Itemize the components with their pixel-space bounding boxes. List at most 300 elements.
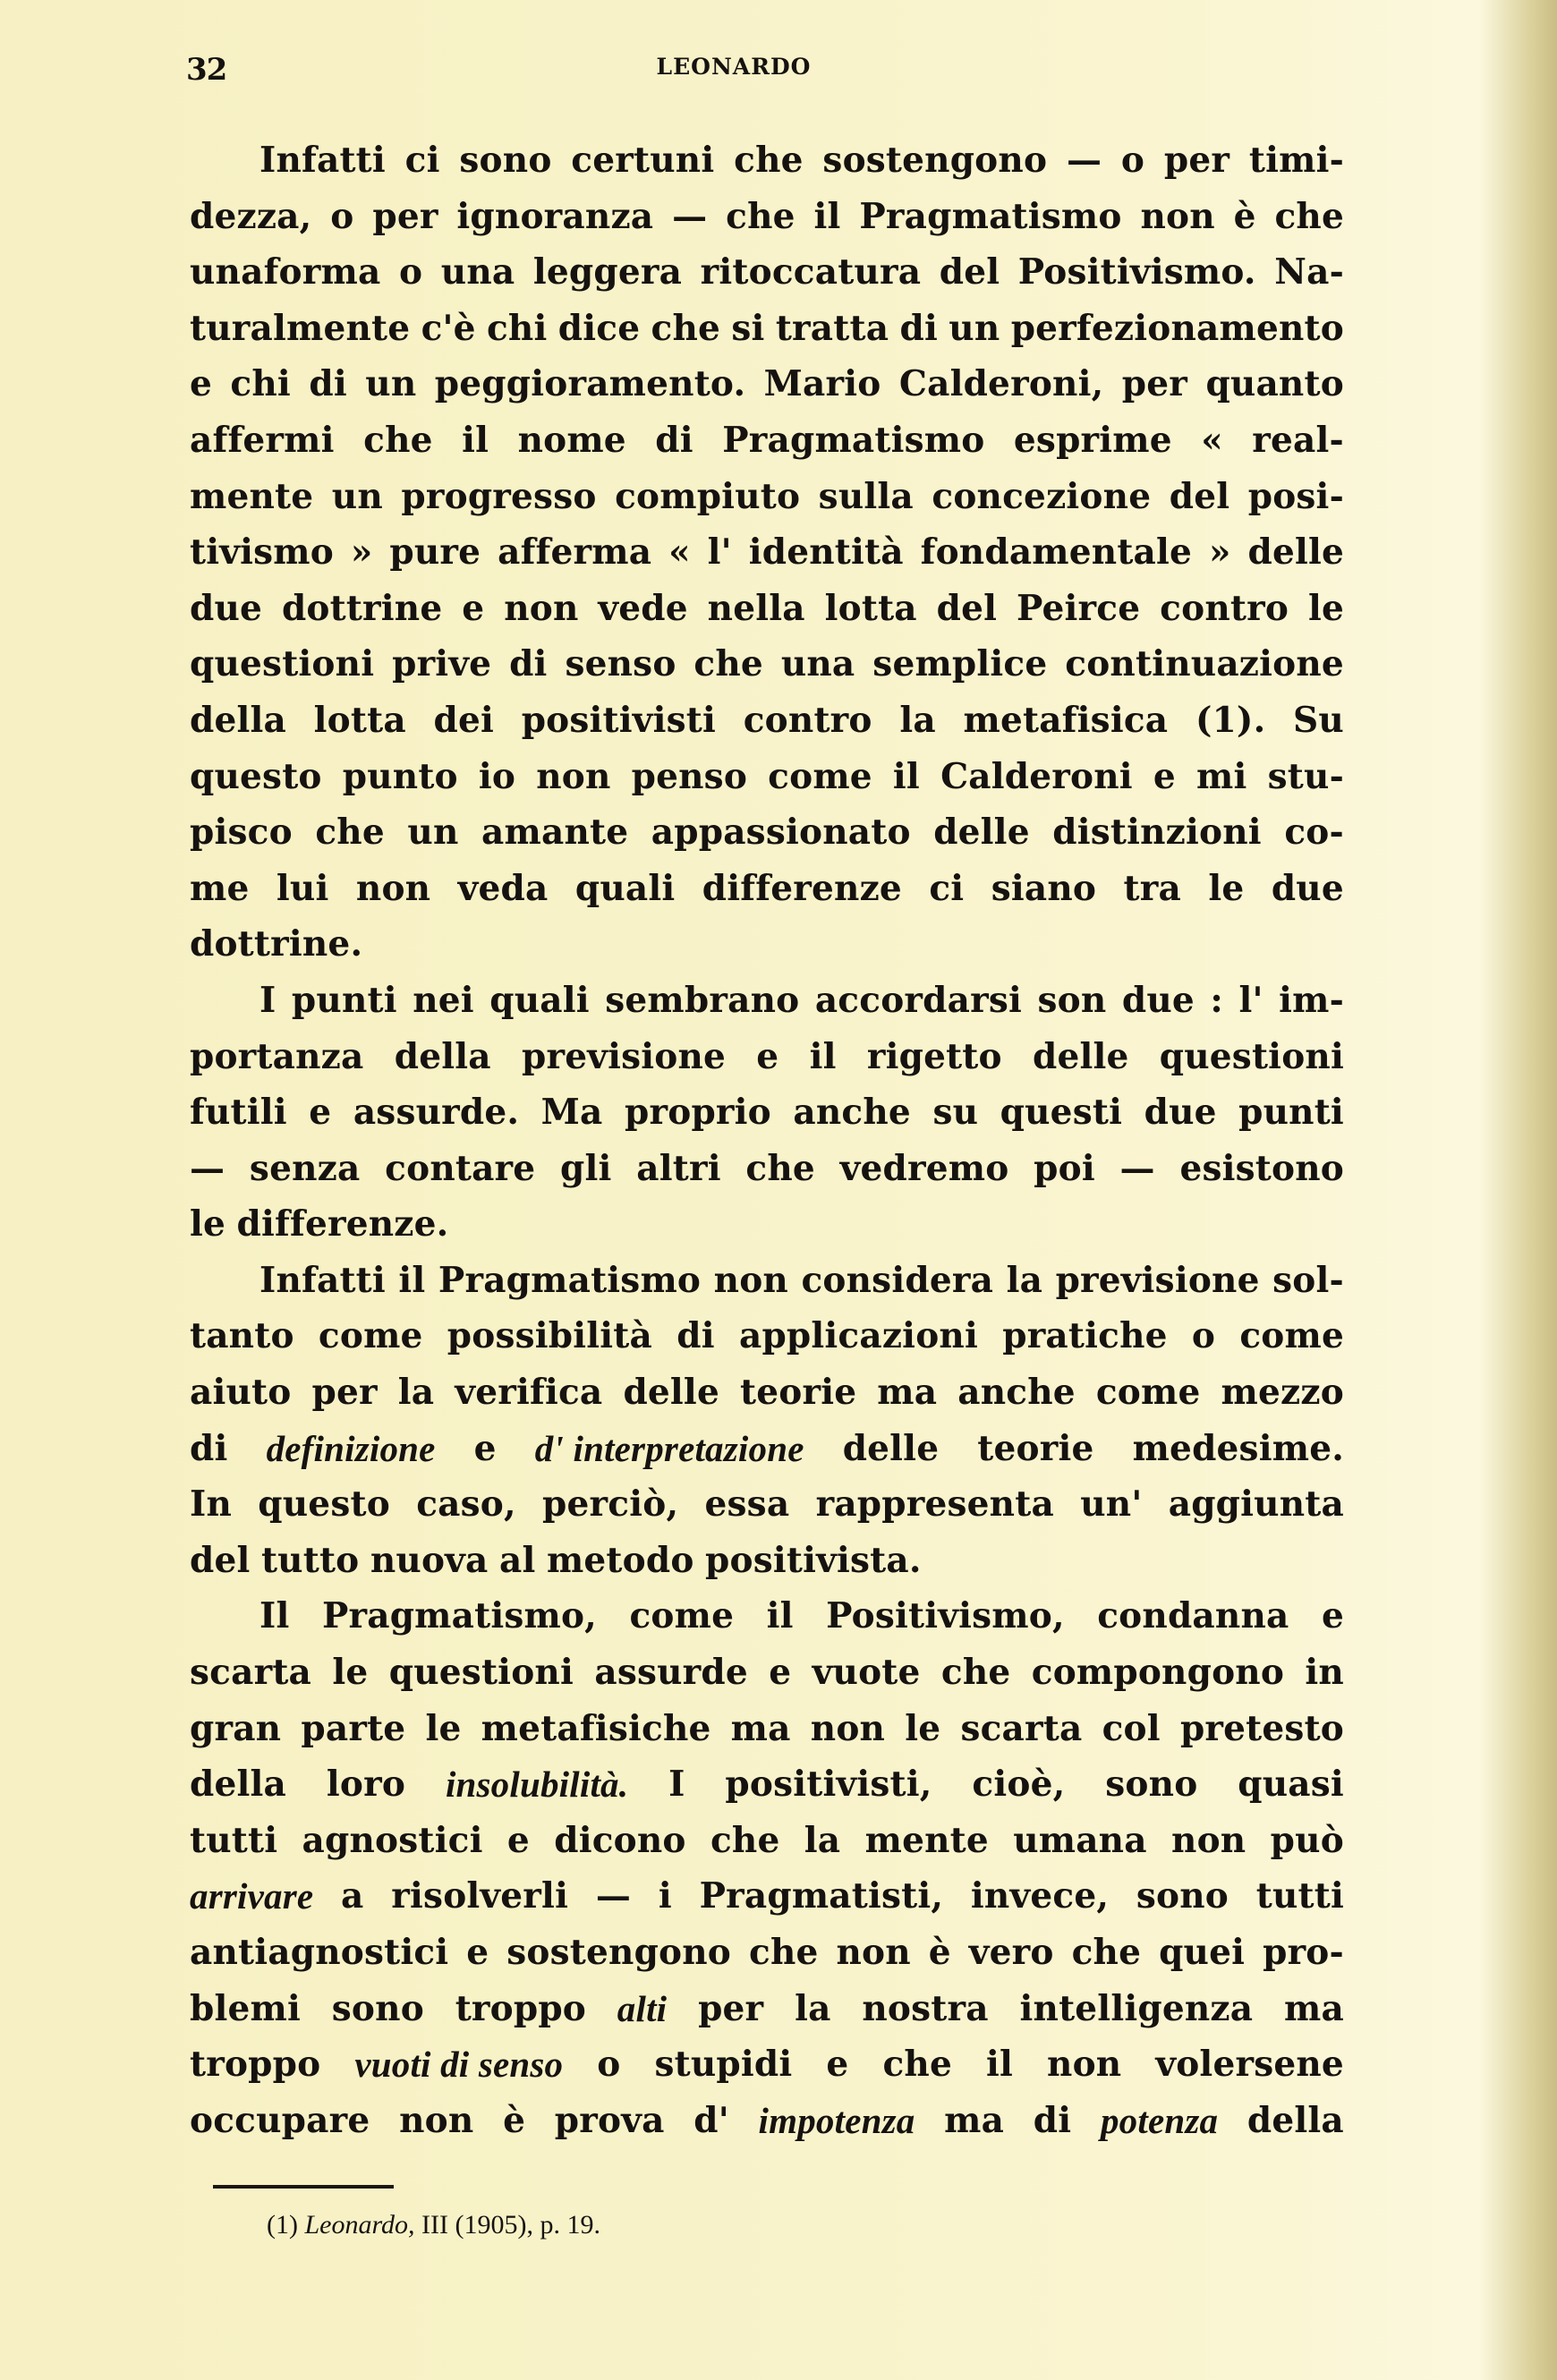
- word: non: [1140, 195, 1215, 237]
- word: dice: [557, 307, 641, 349]
- word: come: [1239, 1315, 1344, 1357]
- word: non: [504, 587, 579, 629]
- word: Mario: [763, 363, 881, 405]
- word: unaforma: [190, 251, 381, 293]
- word: volersene: [1155, 2044, 1344, 2086]
- word: pure: [389, 531, 481, 574]
- word: e: [769, 1652, 792, 1694]
- text-line: [190, 1756, 1344, 1813]
- word: a: [341, 1875, 364, 1917]
- text-line: [190, 1981, 1344, 2037]
- word: scarta: [960, 1707, 1083, 1749]
- word: dottrine: [281, 587, 443, 629]
- word: vedremo: [839, 1147, 1009, 1189]
- word: Peirce: [1017, 587, 1141, 629]
- word: sulla: [818, 475, 914, 517]
- word: e: [506, 1819, 530, 1861]
- word: per: [311, 1372, 378, 1414]
- text-line: [190, 301, 1344, 357]
- word: Calderoni,: [898, 363, 1104, 405]
- word: una: [780, 643, 855, 685]
- word: una: [440, 251, 515, 293]
- word: come: [318, 1315, 423, 1357]
- word: siano: [991, 867, 1097, 909]
- word: questo: [190, 755, 322, 797]
- word: o: [330, 195, 354, 237]
- word: delle: [1032, 1035, 1129, 1077]
- word: —: [190, 1147, 225, 1189]
- word: di: [1033, 2099, 1072, 2141]
- italic-word: d' interpretazione: [534, 1427, 804, 1469]
- word: quali: [489, 979, 590, 1021]
- word: dottrine.: [190, 923, 363, 965]
- word: I: [260, 979, 277, 1021]
- word: appassionato: [651, 812, 911, 854]
- word: aggiunta: [1168, 1483, 1344, 1526]
- word: non: [1047, 2044, 1122, 2086]
- word: e: [190, 363, 213, 405]
- word: pisco: [190, 812, 293, 854]
- word: Na-: [1274, 251, 1344, 293]
- text-line: [190, 749, 1344, 805]
- text-line: [190, 916, 1344, 973]
- word: questioni: [190, 643, 375, 685]
- word: blemi: [190, 1987, 301, 2029]
- word: futili: [190, 1092, 287, 1134]
- word: tutti: [1255, 1875, 1344, 1917]
- word: considera: [801, 1259, 994, 1301]
- word: delle: [1247, 531, 1344, 574]
- word: contro: [743, 699, 872, 741]
- text-line: [190, 693, 1344, 749]
- word: o: [399, 251, 423, 293]
- word: ma: [944, 2099, 1005, 2141]
- word: altri: [636, 1147, 721, 1189]
- word: su: [932, 1092, 979, 1134]
- word: metafisica: [963, 699, 1169, 741]
- word: l': [1238, 979, 1263, 1021]
- word: non: [713, 1259, 788, 1301]
- word: tutti: [190, 1819, 278, 1861]
- text-line: [190, 1141, 1344, 1197]
- word: teorie: [977, 1427, 1094, 1469]
- word: esprime: [1013, 419, 1172, 461]
- word: anche: [957, 1372, 1076, 1414]
- word: e: [462, 587, 485, 629]
- word: im-: [1279, 979, 1344, 1021]
- text-line: [190, 636, 1344, 693]
- italic-word: potenza: [1100, 2099, 1219, 2141]
- word: è: [928, 1932, 951, 1973]
- word: »: [350, 531, 373, 574]
- word: :: [1210, 979, 1224, 1021]
- word: le: [332, 1652, 369, 1694]
- running-title: LEONARDO: [656, 54, 812, 80]
- word: vero: [968, 1932, 1054, 1973]
- word: senza: [249, 1147, 361, 1189]
- word: si: [731, 307, 765, 349]
- word: aiuto: [190, 1372, 292, 1414]
- word: «: [1201, 419, 1223, 461]
- text-line: [190, 2036, 1344, 2093]
- word: differenze.: [236, 1203, 449, 1245]
- word: —: [1066, 140, 1102, 181]
- word: perciò,: [542, 1483, 679, 1526]
- word: il: [813, 195, 841, 237]
- word: il: [462, 419, 489, 461]
- word: anche: [793, 1092, 911, 1134]
- word: senso: [565, 643, 676, 685]
- word: tanto: [190, 1315, 294, 1357]
- italic-word: vuoti di senso: [354, 2044, 564, 2086]
- footnote-source-title: Leonardo,: [304, 2210, 415, 2240]
- word: distinzioni: [1052, 812, 1262, 854]
- body-text: [190, 132, 1344, 2148]
- word: medesime.: [1132, 1427, 1344, 1469]
- word: la: [795, 1987, 831, 2029]
- word: cioè,: [972, 1764, 1066, 1806]
- word: real-: [1252, 419, 1344, 461]
- word: di: [655, 419, 693, 461]
- word: il: [398, 1259, 426, 1301]
- word: —: [595, 1875, 632, 1917]
- text-line: [190, 524, 1344, 581]
- word: nella: [707, 587, 805, 629]
- word: la: [397, 1372, 435, 1414]
- word: contare: [385, 1147, 536, 1189]
- text-line: [190, 1084, 1344, 1141]
- text-line: [190, 356, 1344, 412]
- word: la: [804, 1819, 841, 1861]
- word: dezza,: [190, 195, 312, 237]
- word: c'è: [421, 307, 476, 349]
- word: del: [1169, 475, 1230, 517]
- word: delle: [623, 1372, 719, 1414]
- text-line: [190, 973, 1344, 1029]
- word: come: [629, 1595, 735, 1637]
- word: per: [1163, 140, 1230, 181]
- word: »: [1208, 531, 1231, 574]
- word: ma: [730, 1707, 791, 1749]
- word: gli: [560, 1147, 612, 1189]
- word: un': [1080, 1483, 1143, 1526]
- word: compongono: [1031, 1652, 1285, 1694]
- word: positivisti,: [725, 1764, 932, 1806]
- word: le: [905, 1707, 941, 1749]
- word: tratta: [775, 307, 889, 349]
- page-number: 32: [186, 52, 227, 88]
- word: continuazione: [1065, 643, 1344, 685]
- word: prive: [392, 643, 492, 685]
- word: della: [394, 1035, 491, 1077]
- word: del: [939, 251, 1000, 293]
- word: rigetto: [866, 1035, 1002, 1077]
- word: questi: [1000, 1092, 1123, 1134]
- word: affermi: [190, 419, 335, 461]
- word: del: [936, 587, 998, 629]
- text-line: [190, 1701, 1344, 1757]
- word: che: [710, 1819, 780, 1861]
- word: al: [498, 1539, 536, 1581]
- text-line: [190, 1645, 1344, 1701]
- word: intelligenza: [1019, 1987, 1254, 2029]
- word: le: [1208, 867, 1245, 909]
- word: gran: [190, 1707, 282, 1749]
- word: assurde: [594, 1652, 748, 1694]
- word: stu-: [1267, 755, 1344, 797]
- word: Su: [1293, 699, 1344, 741]
- word: per: [372, 195, 438, 237]
- word: Positivismo,: [826, 1595, 1065, 1637]
- word: sono: [331, 1987, 424, 2029]
- word: esistono: [1179, 1147, 1344, 1189]
- text-line: [190, 1196, 1344, 1253]
- italic-word: definizione: [266, 1427, 436, 1469]
- word: può: [1270, 1819, 1344, 1861]
- word: quali: [574, 867, 676, 909]
- word: le: [425, 1707, 462, 1749]
- word: col: [1102, 1707, 1161, 1749]
- word: ma: [1283, 1987, 1344, 2029]
- word: lui: [276, 867, 329, 909]
- word: fondamentale: [920, 531, 1193, 574]
- word: vuote: [812, 1652, 921, 1694]
- word: pro-: [1263, 1932, 1344, 1973]
- word: contro: [1160, 587, 1289, 629]
- text-line: [190, 1029, 1344, 1085]
- word: ci: [404, 140, 440, 181]
- footnote-divider: [213, 2185, 394, 2189]
- word: non: [810, 1707, 886, 1749]
- word: veda: [457, 867, 549, 909]
- word: i: [658, 1875, 672, 1917]
- text-line: [190, 804, 1344, 861]
- word: quasi: [1238, 1764, 1344, 1806]
- word: portanza: [190, 1035, 364, 1077]
- word: la: [1006, 1259, 1043, 1301]
- word: proprio: [625, 1092, 771, 1134]
- word: nostra: [862, 1987, 989, 2029]
- word: umana: [1013, 1819, 1147, 1861]
- word: Pragmatisti,: [699, 1875, 944, 1917]
- word: peggioramento.: [434, 363, 746, 405]
- word: il: [892, 755, 920, 797]
- word: accordarsi: [814, 979, 1023, 1021]
- word: che: [749, 1932, 819, 1973]
- word: positivista.: [705, 1539, 922, 1581]
- text-line: [190, 469, 1344, 525]
- word: condanna: [1097, 1595, 1289, 1637]
- word: ritoccatura: [700, 251, 922, 293]
- word: che: [882, 2044, 952, 2086]
- word: tra: [1123, 867, 1181, 909]
- word: non: [399, 2099, 474, 2141]
- word: punti: [1238, 1092, 1344, 1134]
- word: mente: [864, 1819, 989, 1861]
- text-line: [190, 2093, 1344, 2149]
- word: e: [466, 1932, 489, 1973]
- word: sono: [1105, 1764, 1198, 1806]
- word: caso,: [416, 1483, 516, 1526]
- word: applicazioni: [738, 1315, 978, 1357]
- word: metodo: [546, 1539, 694, 1581]
- word: I: [668, 1764, 685, 1806]
- word: e: [826, 2044, 849, 2086]
- text-line: [190, 1421, 1344, 1477]
- text-line: [190, 132, 1344, 189]
- word: Infatti: [260, 140, 386, 181]
- word: progresso: [401, 475, 597, 517]
- word: Ma: [540, 1092, 603, 1134]
- word: quanto: [1205, 363, 1344, 405]
- word: dicono: [554, 1819, 686, 1861]
- word: Il: [260, 1595, 290, 1637]
- word: pratiche: [1002, 1315, 1168, 1357]
- word: della: [1246, 2099, 1344, 2141]
- word: prova: [554, 2099, 665, 2141]
- word: due: [1121, 979, 1195, 1021]
- word: d': [693, 2099, 729, 2141]
- word: perfezionamento: [1010, 307, 1344, 349]
- word: metafisiche: [481, 1707, 711, 1749]
- italic-word: insolubilità.: [445, 1764, 629, 1806]
- word: delle: [933, 812, 1030, 854]
- word: che: [693, 643, 763, 685]
- word: Pragmatismo: [438, 1259, 702, 1301]
- word: rappresenta: [815, 1483, 1054, 1526]
- word: son: [1037, 979, 1107, 1021]
- word: punti: [291, 979, 397, 1021]
- word: agnostici: [302, 1819, 483, 1861]
- word: essa: [704, 1483, 790, 1526]
- word: differenze: [702, 867, 902, 909]
- text-line: [190, 1308, 1344, 1364]
- word: Positivismo.: [1017, 251, 1256, 293]
- text-line: [190, 1868, 1344, 1925]
- word: certuni: [571, 140, 715, 181]
- word: teorie: [740, 1372, 857, 1414]
- word: nuova: [370, 1539, 489, 1581]
- text-line: [190, 1533, 1344, 1589]
- word: è: [1233, 195, 1256, 237]
- word: Pragmatismo: [722, 419, 985, 461]
- word: del: [190, 1539, 251, 1581]
- word: di: [676, 1315, 715, 1357]
- word: previsione: [1055, 1259, 1260, 1301]
- word: non: [836, 1932, 911, 1973]
- word: un: [949, 307, 1000, 349]
- word: o: [1191, 1315, 1216, 1357]
- text-line: [190, 1925, 1344, 1981]
- word: delle: [842, 1427, 940, 1469]
- word: o: [1120, 140, 1145, 181]
- word: afferma: [498, 531, 652, 574]
- text-line: [190, 1813, 1344, 1869]
- word: nome: [517, 419, 626, 461]
- word: di: [309, 363, 347, 405]
- word: posi-: [1247, 475, 1344, 517]
- word: —: [1119, 1147, 1155, 1189]
- word: e: [473, 1427, 497, 1469]
- word: non: [536, 755, 611, 797]
- word: mezzo: [1221, 1372, 1344, 1414]
- word: penso: [631, 755, 748, 797]
- text-line: [190, 1476, 1344, 1533]
- word: non: [1171, 1819, 1246, 1861]
- word: sono: [1136, 1875, 1229, 1917]
- word: che: [1274, 195, 1344, 237]
- word: l': [707, 531, 732, 574]
- word: scarta: [190, 1652, 312, 1694]
- word: che: [363, 419, 433, 461]
- word: questioni: [1159, 1035, 1344, 1077]
- word: sono: [459, 140, 552, 181]
- text-line: [190, 581, 1344, 637]
- word: sembrano: [605, 979, 800, 1021]
- word: semplice: [872, 643, 1048, 685]
- word: poi: [1034, 1147, 1095, 1189]
- word: sol-: [1272, 1259, 1344, 1301]
- word: che: [734, 140, 804, 181]
- word: per: [698, 1987, 764, 2029]
- word: le: [1307, 587, 1344, 629]
- word: nei: [413, 979, 474, 1021]
- word: di: [190, 1427, 228, 1469]
- word: occupare: [190, 2099, 370, 2141]
- word: invece,: [970, 1875, 1110, 1917]
- word: antiagnostici: [190, 1932, 449, 1973]
- word: il: [766, 1595, 794, 1637]
- word: lotta: [313, 699, 406, 741]
- word: loro: [326, 1764, 406, 1806]
- text-line: [190, 1588, 1344, 1645]
- word: —: [672, 195, 708, 237]
- word: timi-: [1248, 140, 1344, 181]
- word: di: [509, 643, 548, 685]
- word: quei: [1159, 1932, 1246, 1973]
- word: di: [899, 307, 938, 349]
- word: è: [503, 2099, 526, 2141]
- word: chi: [486, 307, 548, 349]
- word: Pragmatismo: [859, 195, 1122, 237]
- word: un: [407, 812, 459, 854]
- word: (1).: [1195, 699, 1266, 741]
- word: mente: [190, 475, 314, 517]
- word: sostengono: [506, 1932, 732, 1973]
- word: Calderoni: [940, 755, 1133, 797]
- word: due: [1271, 867, 1344, 909]
- word: risolverli: [391, 1875, 569, 1917]
- word: questo: [258, 1483, 390, 1526]
- word: della: [190, 699, 286, 741]
- word: o: [597, 2044, 621, 2086]
- word: ma: [877, 1372, 938, 1414]
- word: leggera: [532, 251, 683, 293]
- word: un: [331, 475, 383, 517]
- footnote: [267, 2210, 600, 2240]
- word: co-: [1284, 812, 1344, 854]
- word: possibilità: [447, 1315, 652, 1357]
- word: punto: [342, 755, 458, 797]
- word: e: [1321, 1595, 1344, 1637]
- word: come: [1095, 1372, 1201, 1414]
- word: in: [1305, 1652, 1344, 1694]
- word: e: [756, 1035, 779, 1077]
- word: mi: [1196, 755, 1247, 797]
- word: troppo: [455, 1987, 587, 2029]
- text-line: [190, 244, 1344, 301]
- word: la: [899, 699, 936, 741]
